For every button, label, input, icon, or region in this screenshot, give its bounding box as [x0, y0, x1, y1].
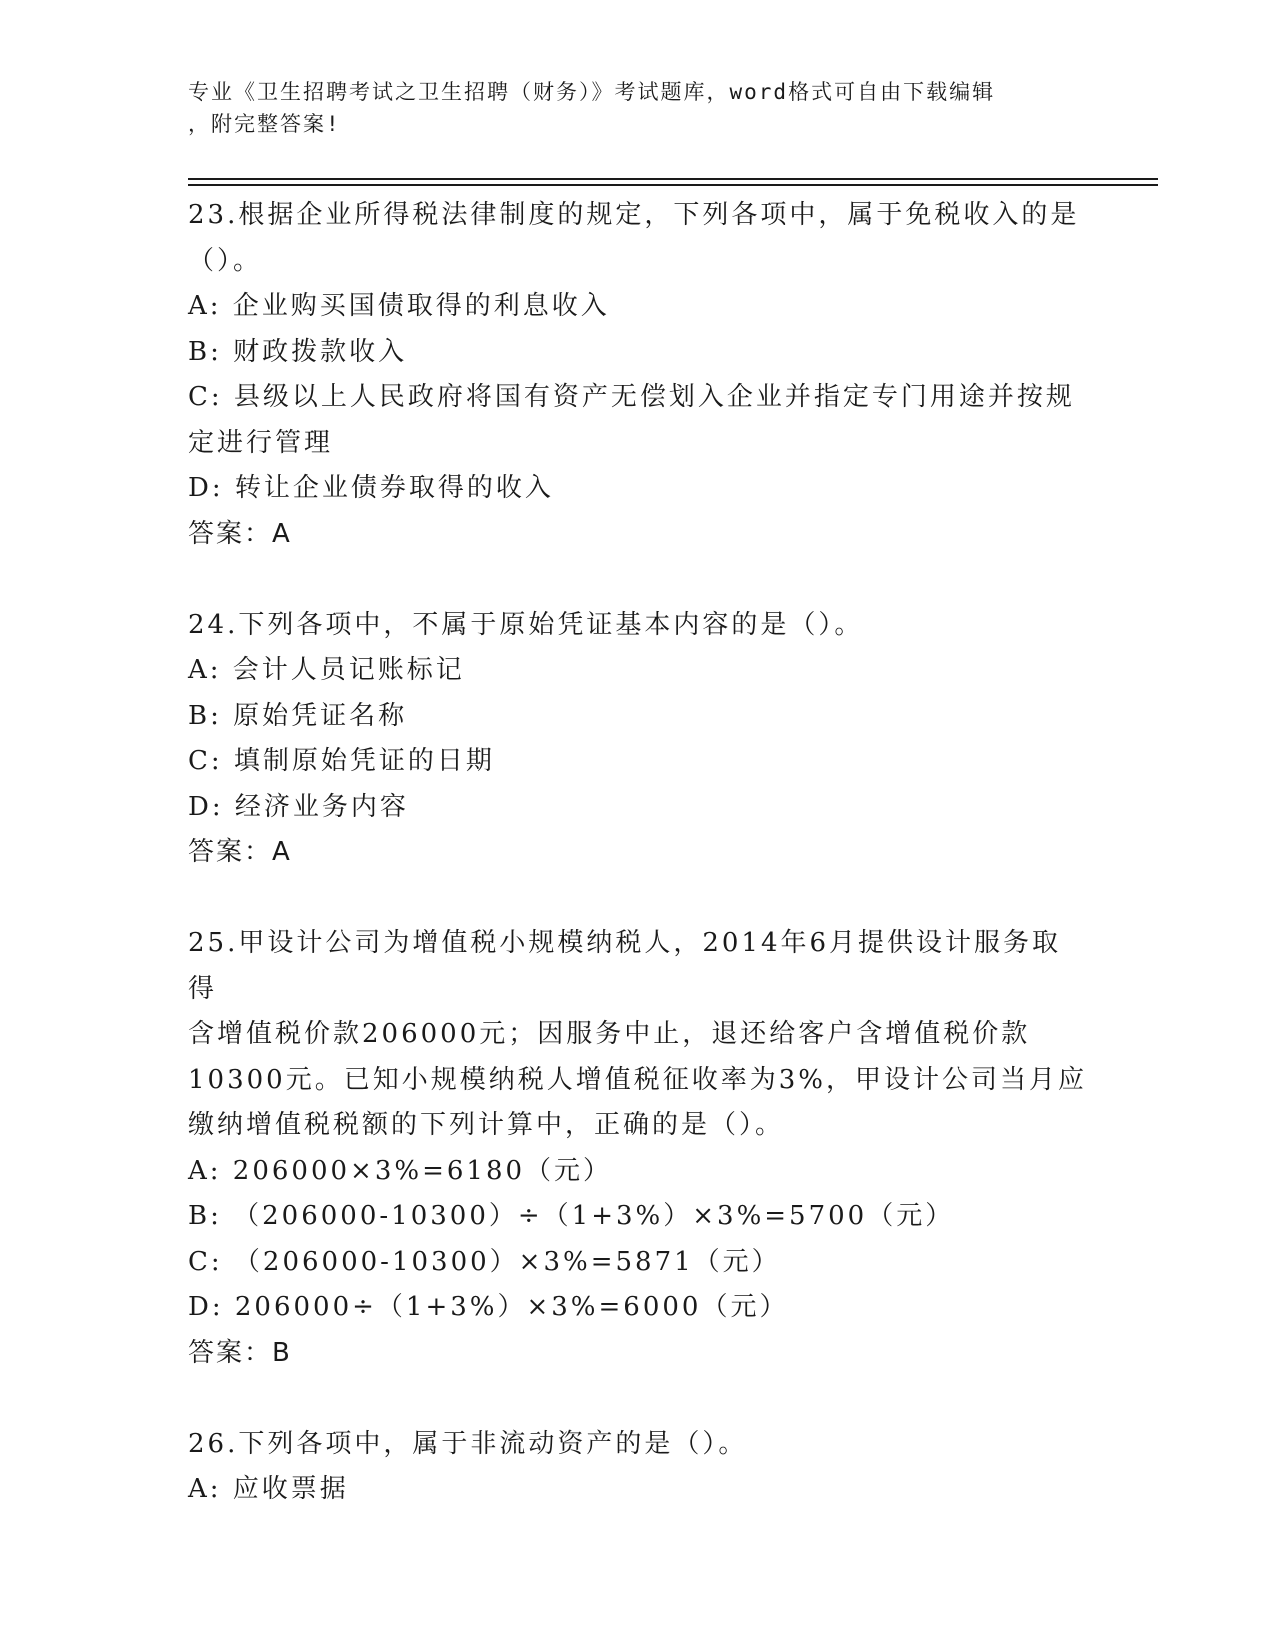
question-stem-line: 25.甲设计公司为增值税小规模纳税人，2014年6月提供设计服务取得 [188, 928, 1062, 1004]
question-stem-line: 缴纳增值税税额的下列计算中，正确的是（）。 [188, 1110, 785, 1140]
page-header [188, 76, 1068, 140]
option-line: 定进行管理 [188, 427, 334, 458]
option-line: B: 财政拨款收入 [188, 336, 408, 367]
question-stem-line: 24.下列各项中，不属于原始凭证基本内容的是（）。 [188, 609, 864, 640]
question-spacer [188, 557, 1088, 603]
header-divider-top [188, 178, 1158, 180]
option-line: A: 会计人员记账标记 [188, 655, 465, 685]
option-line: A: 206000×3%=6180（元） [188, 1155, 613, 1186]
header-line-2: ，附完整答案! [188, 112, 341, 136]
question-block [188, 603, 1088, 922]
question-stem-line: （）。 [188, 245, 263, 276]
question-block [188, 921, 1088, 1422]
option-line: D: 转让企业债券取得的收入 [188, 473, 554, 503]
question-stem-line: 10300元。已知小规模纳税人增值税征收率为3%，甲设计公司当月应 [188, 1064, 1087, 1095]
question-stem-line: 26.下列各项中，属于非流动资产的是（）。 [188, 1428, 748, 1459]
option-line: C: （206000-10300）×3%=5871（元） [188, 1246, 781, 1277]
option-line: C: 县级以上人民政府将国有资产无偿划入企业并指定专门用途并按规 [188, 382, 1075, 412]
option-line: B: （206000-10300）÷（1+3%）×3%=5700（元） [188, 1201, 955, 1231]
header-divider-bottom [188, 184, 1158, 186]
question-stem-line: 含增值税价款206000元；因服务中止，退还给客户含增值税价款 [188, 1019, 1031, 1049]
question-block [188, 193, 1088, 603]
question-list [188, 193, 1088, 1513]
answer-line: 答案：A [188, 518, 292, 549]
question-spacer [188, 1376, 1088, 1422]
option-line: A: 应收票据 [188, 1474, 349, 1504]
option-line: D: 206000÷（1+3%）×3%=6000（元） [188, 1292, 789, 1322]
option-line: C: 填制原始凭证的日期 [188, 746, 495, 776]
question-spacer [188, 876, 1088, 922]
question-block [188, 1422, 1088, 1513]
question-stem-line: 23.根据企业所得税法律制度的规定，下列各项中，属于免税收入的是 [188, 200, 1080, 230]
header-line-1: 专业《卫生招聘考试之卫生招聘（财务）》考试题库，word格式可自由下载编辑 [188, 80, 996, 104]
option-line: A: 企业购买国债取得的利息收入 [188, 291, 610, 321]
option-line: D: 经济业务内容 [188, 791, 409, 822]
option-line: B: 原始凭证名称 [188, 700, 408, 731]
answer-line: 答案：A [188, 837, 292, 867]
answer-line: 答案：B [188, 1337, 292, 1368]
